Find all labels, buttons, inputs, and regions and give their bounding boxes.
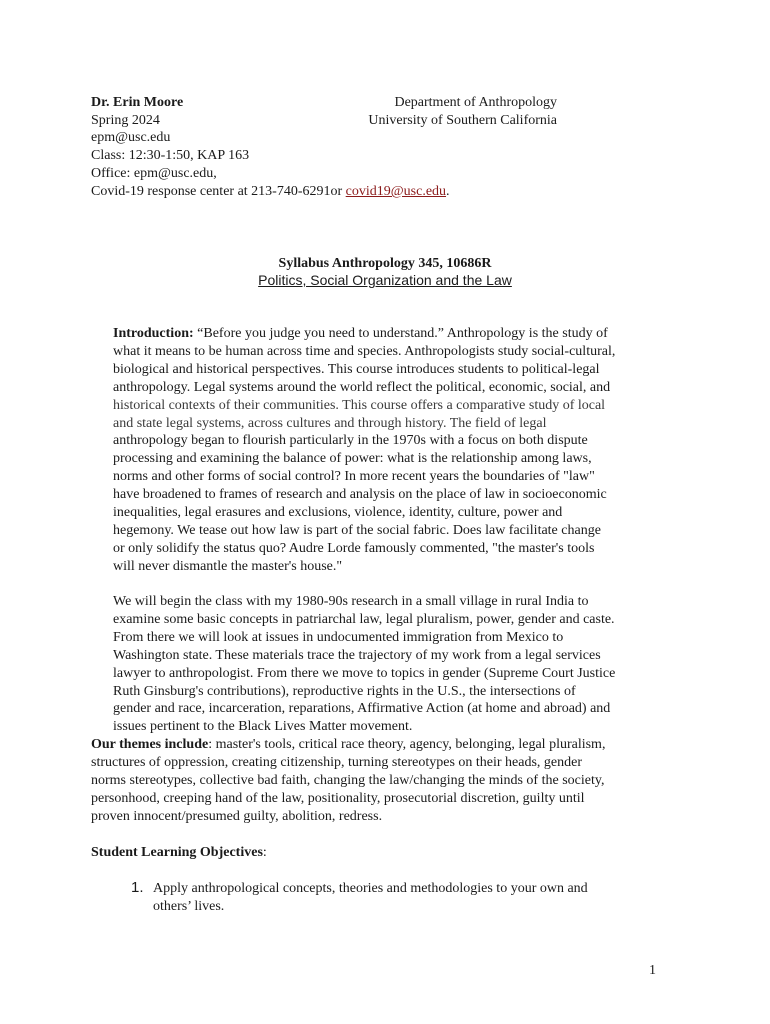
objective-line: others’ lives. — [153, 898, 225, 914]
intro-line: or only solidify the status quo? Audre Lorde famously commented, "the master's tools — [113, 540, 595, 556]
covid-suffix: . — [446, 184, 450, 199]
intro-line: and state legal systems, across cultures and through history. The field of legal — [113, 415, 547, 431]
themes-line: Our themes include: master's tools, critical race theory, agency, belonging, legal pluralism, — [91, 737, 606, 752]
university: University of Southern California — [368, 113, 557, 128]
department: Department of Anthropology — [394, 95, 557, 110]
themes-line: structures of oppression, creating citizenship, turning stereotypes on their heads, gender — [91, 754, 583, 770]
themes-line: proven innocent/presumed guilty, abolition, redress. — [91, 808, 383, 824]
overview-line: Washington state. These materials trace the trajectory of my work from a legal services — [113, 647, 601, 663]
introduction-paragraph — [113, 325, 615, 576]
intro-line: anthropology began to flourish particularly in the 1970s with a focus on both dispute — [113, 433, 588, 449]
syllabus-subtitle: Politics, Social Organization and the Law — [258, 272, 512, 288]
covid-email-link[interactable]: covid19@usc.edu — [345, 184, 447, 199]
overview-line: issues pertinent to the Black Lives Matter movement. — [113, 719, 413, 735]
intro-line: norms and other forms of social control? In more recent years the boundaries of "law" — [113, 469, 595, 485]
class-info: Class: 12:30-1:50, KAP 163 — [91, 148, 250, 163]
overview-line: Ruth Ginsburg's contributions), reproductive rights in the U.S., the intersections of — [113, 683, 576, 699]
overview-line: From there we will look at issues in undocumented immigration from Mexico to — [113, 629, 564, 645]
covid-info — [91, 183, 450, 201]
intro-line: anthropology. Legal systems around the world reflect the political, economic, social, and — [113, 379, 611, 395]
intro-line: biological and historical perspectives. This course introduces students to political-legal — [113, 361, 600, 377]
intro-line: have broadened to frames of research and analysis on the place of law in socioeconomic — [113, 487, 607, 503]
intro-line: Introduction: “Before you judge you need to understand.” Anthropology is the study of — [113, 326, 608, 341]
covid-prefix: Covid-19 response center at 213-740-6291or — [91, 184, 346, 199]
themes-line: personhood, creeping hand of the law, positionality, prosecutorial discretion, guilty until — [91, 790, 585, 806]
objectives-heading: Student Learning Objectives: — [91, 845, 267, 860]
intro-label: Introduction: — [113, 326, 194, 341]
objective-line: Apply anthropological concepts, theories and methodologies to your own and — [153, 881, 588, 896]
course-overview-paragraph — [113, 593, 615, 736]
page-number: 1 — [649, 963, 656, 978]
overview-line: examine some basic concepts in patriarchal law, legal pluralism, power, gender and caste. — [113, 611, 615, 627]
office-info: Office: epm@usc.edu, — [91, 166, 217, 181]
objective-item — [153, 880, 588, 916]
intro-line: historical contexts of their communities. This course offers a comparative study of local — [113, 397, 606, 413]
instructor-email: epm@usc.edu — [91, 130, 171, 145]
intro-line: will never dismantle the master's house." — [113, 558, 343, 574]
intro-line: hegemony. We tease out how law is part of the social fabric. Does law facilitate change — [113, 522, 601, 538]
themes-line: norms stereotypes, collective bad faith, changing the law/changing the minds of the society, — [91, 772, 605, 788]
intro-line: inequalities, legal erasures and exclusions, violence, identity, culture, power and — [113, 505, 563, 521]
intro-line: processing and examining the balance of power: what is the relationship among laws, — [113, 451, 592, 467]
themes-label: Our themes include — [91, 737, 209, 752]
themes-paragraph — [91, 736, 605, 826]
overview-line: We will begin the class with my 1980-90s research in a small village in rural India to — [113, 594, 589, 609]
instructor-name: Dr. Erin Moore — [91, 95, 184, 110]
term: Spring 2024 — [91, 113, 160, 128]
objective-number: 1. — [131, 879, 144, 896]
intro-line: what it means to be human across time and species. Anthropologists study social-cultural, — [113, 343, 616, 359]
overview-line: lawyer to anthropologist. From there we move to topics in gender (Supreme Court Justice — [113, 665, 616, 681]
syllabus-title: Syllabus Anthropology 345, 10686R — [278, 256, 492, 271]
overview-line: gender and race, incarceration, reparations, Affirmative Action (at home and abroad) and — [113, 701, 611, 717]
